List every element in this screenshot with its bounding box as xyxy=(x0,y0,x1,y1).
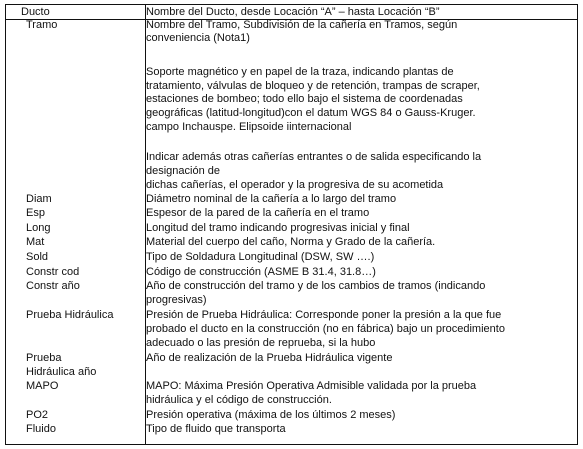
def-esp: Espesor de la pared de la cañería en el tramo xyxy=(146,207,370,219)
term-prueba-hidraulica-ano-line-2: Hidráulica año xyxy=(26,366,97,378)
def-tramo-line-4: Soporte magnético y en papel de la traza, indicando plantas de xyxy=(146,66,454,78)
def-mapo-line-1: MAPO: Máxima Presión Operativa Admisible validada por la prueba xyxy=(146,380,477,392)
def-tramo-line-10: Indicar además otras cañerías entrantes o de salida especificando la xyxy=(146,151,482,163)
term-po2: PO2 xyxy=(26,409,49,421)
def-sold: Tipo de Soldadura Longitudinal (DSW, SW ….) xyxy=(146,251,375,263)
def-constr-ano-line-2: progresivas) xyxy=(146,294,207,306)
term-fluido: Fluido xyxy=(26,423,56,435)
term-diam: Diam xyxy=(26,193,52,205)
def-tramo-line-11: designación de xyxy=(146,165,221,177)
term-constr-ano: Constr año xyxy=(26,280,80,292)
def-po2: Presión operativa (máxima de los últimos 2 meses) xyxy=(146,409,396,421)
def-long: Longitud del tramo indicando progresivas inicial y final xyxy=(146,222,410,234)
def-tramo-line-8: campo Inchauspe. Elipsoide iinternacional xyxy=(146,121,352,133)
term-prueba-hidraulica-ano-line-1: Prueba xyxy=(26,352,62,364)
def-fluido: Tipo de fluido que transporta xyxy=(146,423,286,435)
term-constr-cod: Constr cod xyxy=(26,266,80,278)
def-prueba-hidraulica-line-3: adecuado o las presión de reprueba, si la hubo xyxy=(146,337,376,349)
term-prueba-hidraulica: Prueba Hidráulica xyxy=(26,309,114,321)
def-mat: Material del cuerpo del caño, Norma y Grado de la cañería. xyxy=(146,236,436,248)
term-esp: Esp xyxy=(26,207,45,219)
def-prueba-hidraulica-line-2: probado el ducto en la construcción (no en fábrica) bajo un procedimiento xyxy=(146,323,505,335)
header-term: Ducto xyxy=(21,6,50,18)
def-tramo-line-1: Nombre del Tramo, Subdivisión de la cañería en Tramos, según xyxy=(146,19,458,31)
def-tramo-line-2: conveniencia (Nota1) xyxy=(146,32,250,44)
def-diam: Diámetro nominal de la cañería a lo largo del tramo xyxy=(146,193,397,205)
def-constr-ano-line-1: Año de construcción del tramo y de los cambios de tramos (indicando xyxy=(146,280,486,292)
term-sold: Sold xyxy=(26,251,49,263)
def-mapo-line-2: hidráulica y el código de construcción. xyxy=(146,394,332,406)
term-tramo: Tramo xyxy=(26,19,58,31)
def-tramo-line-6: estaciones de bombeo; todo ello bajo el sistema de coordenadas xyxy=(146,93,463,105)
term-mapo: MAPO xyxy=(26,380,59,392)
def-tramo-line-7: geográficas (latitud-longitud)con el datum WGS 84 o Gauss-Kruger. xyxy=(146,107,476,119)
def-prueba-hidraulica-ano: Año de realización de la Prueba Hidráulica vigente xyxy=(146,352,393,364)
def-tramo-line-12: dichas cañerías, el operador y la progresiva de su acometida xyxy=(146,179,444,191)
header-definition: Nombre del Ducto, desde Locación “A” – hasta Locación “B” xyxy=(146,6,440,18)
term-long: Long xyxy=(26,222,51,234)
def-prueba-hidraulica-line-1: Presión de Prueba Hidráulica: Corresponde poner la presión a la que fue xyxy=(146,309,502,321)
def-tramo-line-5: tratamiento, válvulas de bloqueo y de retención, trampas de scraper, xyxy=(146,80,480,92)
term-mat: Mat xyxy=(26,236,45,248)
def-constr-cod: Código de construcción (ASME B 31.4, 31.8…) xyxy=(146,266,376,278)
